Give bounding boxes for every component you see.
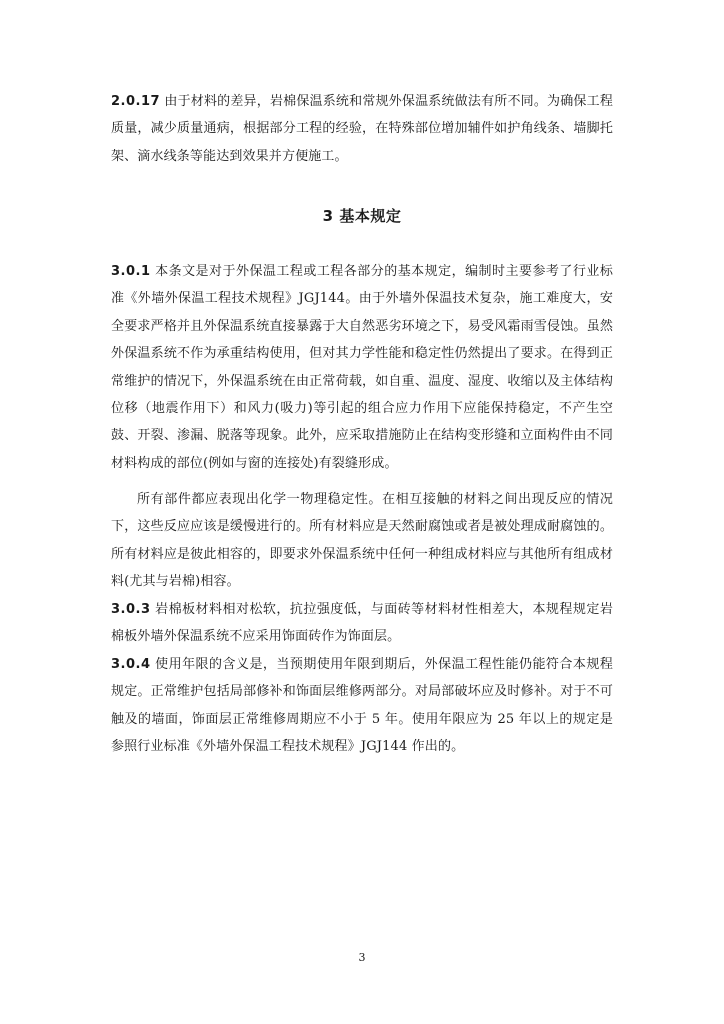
clause-text: 由于材料的差异，岩棉保温系统和常规外保温系统做法有所不同。为确保工程质量，减少质量通病，根据部分工程的经验，在特殊部位增加辅件如护角线条、墙脚托架、滴水线条等能达到效果并方便施工。 — [111, 94, 613, 164]
clause-number: 3.0.1 — [111, 264, 151, 279]
clause-number: 3.0.4 — [111, 657, 151, 672]
clause-text: 本条文是对于外保温工程或工程各部分的基本规定，编制时主要参考了行业标准《外墙外保温工程技术规程》JGJ144。由于外墙外保温技术复杂，施工难度大，安全要求严格并且外保温系统直接暴露于大自然恶劣环境之下，易受风霜雨雪侵蚀。虽然外保温系统不作为承重结构使用，但对其力学性能和稳定性仍然提出了要求。在得到正常维护的情况下，外保温系统在由正常荷载，如自重、温度、湿度、收缩以及主体结构位移（地震作用下）和风力(吸力)等引起的组合应力作用下应能保持稳定，不产生空鼓、开裂、渗漏、脱落等现象。此外，应采取措施防止在结构变形缝和立面构件由不同材料构成的部位(例如与窗的连接处)有裂缝形成。 — [111, 264, 613, 471]
clause-text: 使用年限的含义是，当预期使用年限到期后，外保温工程性能仍能符合本规程规定。正常维护包括局部修补和饰面层维修两部分。对局部破坏应及时修补。对于不可触及的墙面，饰面层正常维修周期应不小于 5 年。使用年限应为 25 年以上的规定是参照行业标准《外墙外保温工程技术规程》JGJ144 作出的。 — [111, 657, 613, 755]
clause-text: 岩棉板材料相对松软，抗拉强度低，与面砖等材料材性相差大，本规程规定岩棉板外墙外保温系统不应采用饰面砖作为饰面层。 — [111, 602, 613, 645]
clause-3-0-1 — [111, 258, 613, 477]
clause-number: 3.0.3 — [111, 602, 151, 617]
clause-3-0-1-paragraph-2: 所有部件都应表现出化学一物理稳定性。在相互接触的材料之间出现反应的情况下，这些反应应该是缓慢进行的。所有材料应是天然耐腐蚀或者是被处理成耐腐蚀的。所有材料应是彼此相容的，即要求外保温系统中任何一种组成材料应与其他所有组成材料(尤其与岩棉)相容。 — [111, 492, 613, 590]
clause-number: 2.0.17 — [111, 94, 161, 109]
clause-3-0-3 — [111, 596, 613, 651]
clause-3-0-4 — [111, 651, 613, 761]
clause-2-0-17 — [111, 88, 613, 170]
page-number: 3 — [358, 951, 366, 964]
section-heading: 3 基本规定 — [322, 207, 402, 225]
